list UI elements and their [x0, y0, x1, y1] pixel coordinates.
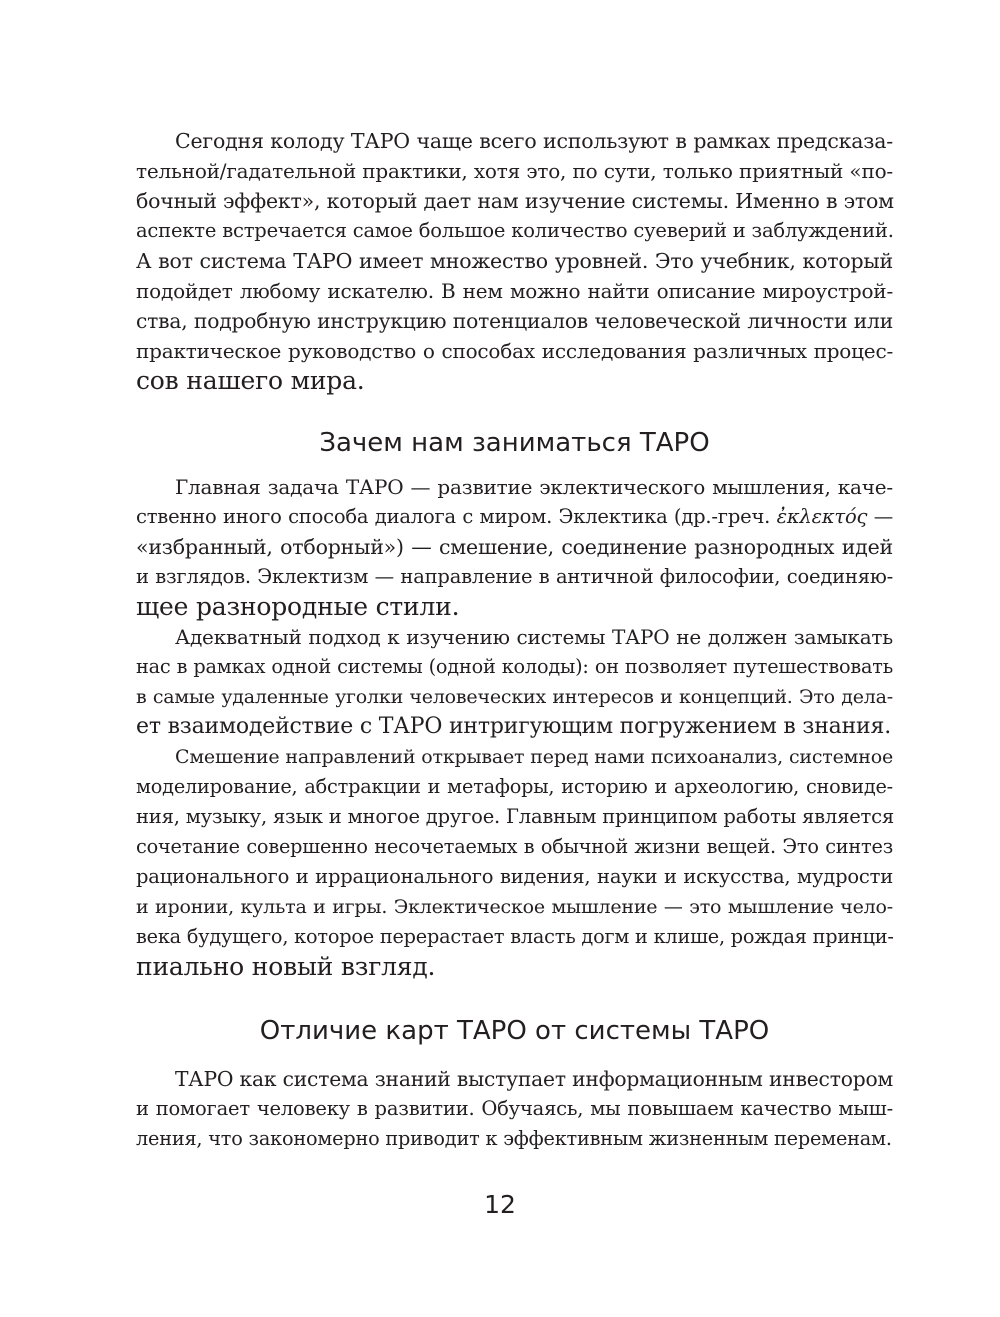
body-line: сочетание совершенно несочетаемых в обычной жизни вещей. Это синтез: [136, 835, 893, 858]
body-line: нас в рамках одной системы (одной колоды): он позволяет путешествовать: [136, 655, 893, 678]
intro-line: подойдет любому искателю. В нем можно найти описание мироустрой-: [136, 279, 893, 303]
body-line: моделирование, абстракции и метафоры, историю и археологию, сновиде-: [136, 775, 893, 798]
intro-line: тельной/гадательной практики, хотя это, по сути, только приятный «по-: [136, 159, 893, 183]
intro-line: Сегодня колоду ТАРО чаще всего используют в рамках предсказа-: [175, 129, 893, 153]
body-line: века будущего, которое перерастает власть догм и клише, рождая принци-: [136, 925, 894, 948]
body-line: ления, что закономерно приводит к эффективным жизненным переменам.: [136, 1127, 892, 1150]
section-heading: Зачем нам заниматься ТАРО: [319, 428, 710, 458]
body-line-with-greek: [136, 502, 893, 532]
body-line: и иронии, культа и игры. Эклектическое мышление — это мышление чело-: [136, 896, 893, 918]
greek-word: ἐκλεκτός: [776, 505, 868, 528]
body-line: Адекватный подход к изучению системы ТАРО не должен замыкать: [175, 625, 893, 649]
body-line: в самые удаленные уголки человеческих интересов и концепций. Это дела-: [136, 686, 893, 708]
intro-line: сов нашего мира.: [136, 366, 365, 395]
body-line: Смешение направлений открывает перед нами психоанализ, системное: [175, 746, 893, 768]
intro-line: А вот система ТАРО имеет множество уровней. Это учебник, который: [136, 249, 893, 273]
body-line-text: ственно иного способа диалога с миром. Эклектика (др.-греч.: [136, 505, 771, 528]
body-line: и помогает человеку в развитии. Обучаясь, мы повышаем качество мыш-: [136, 1097, 893, 1120]
intro-line: практическое руководство о способах исследования различных процес-: [136, 339, 893, 363]
body-line: «избранный, отборный») — смешение, соединение разнородных идей: [136, 535, 893, 559]
intro-line: аспекте встречается самое большое количество суеверий и заблуждений.: [136, 219, 894, 242]
body-line: рационального и иррационального видения, науки и искусства, мудрости: [136, 865, 893, 888]
body-line: щее разнородные стили.: [136, 592, 460, 621]
body-line: ТАРО как система знаний выступает информационным инвестором: [175, 1067, 893, 1091]
section-heading: Отличие карт ТАРО от системы ТАРО: [259, 1016, 770, 1046]
body-line: Главная задача ТАРО — развитие эклектического мышления, каче-: [175, 475, 893, 499]
body-line: ет взаимодействие с ТАРО интригующим погружением в знания.: [136, 714, 891, 739]
body-line: и взглядов. Эклектизм — направление в античной философии, соединяю-: [136, 565, 893, 588]
page-number: 12: [484, 1190, 516, 1219]
intro-line: бочный эффект», который дает нам изучение системы. Именно в этом: [136, 189, 894, 213]
intro-line: ства, подробную инструкцию потенциалов человеческой личности или: [136, 309, 893, 333]
dash: —: [873, 505, 894, 528]
body-line: ния, музыку, язык и многое другое. Главным принципом работы является: [136, 805, 894, 828]
body-line: пиально новый взгляд.: [136, 952, 436, 981]
